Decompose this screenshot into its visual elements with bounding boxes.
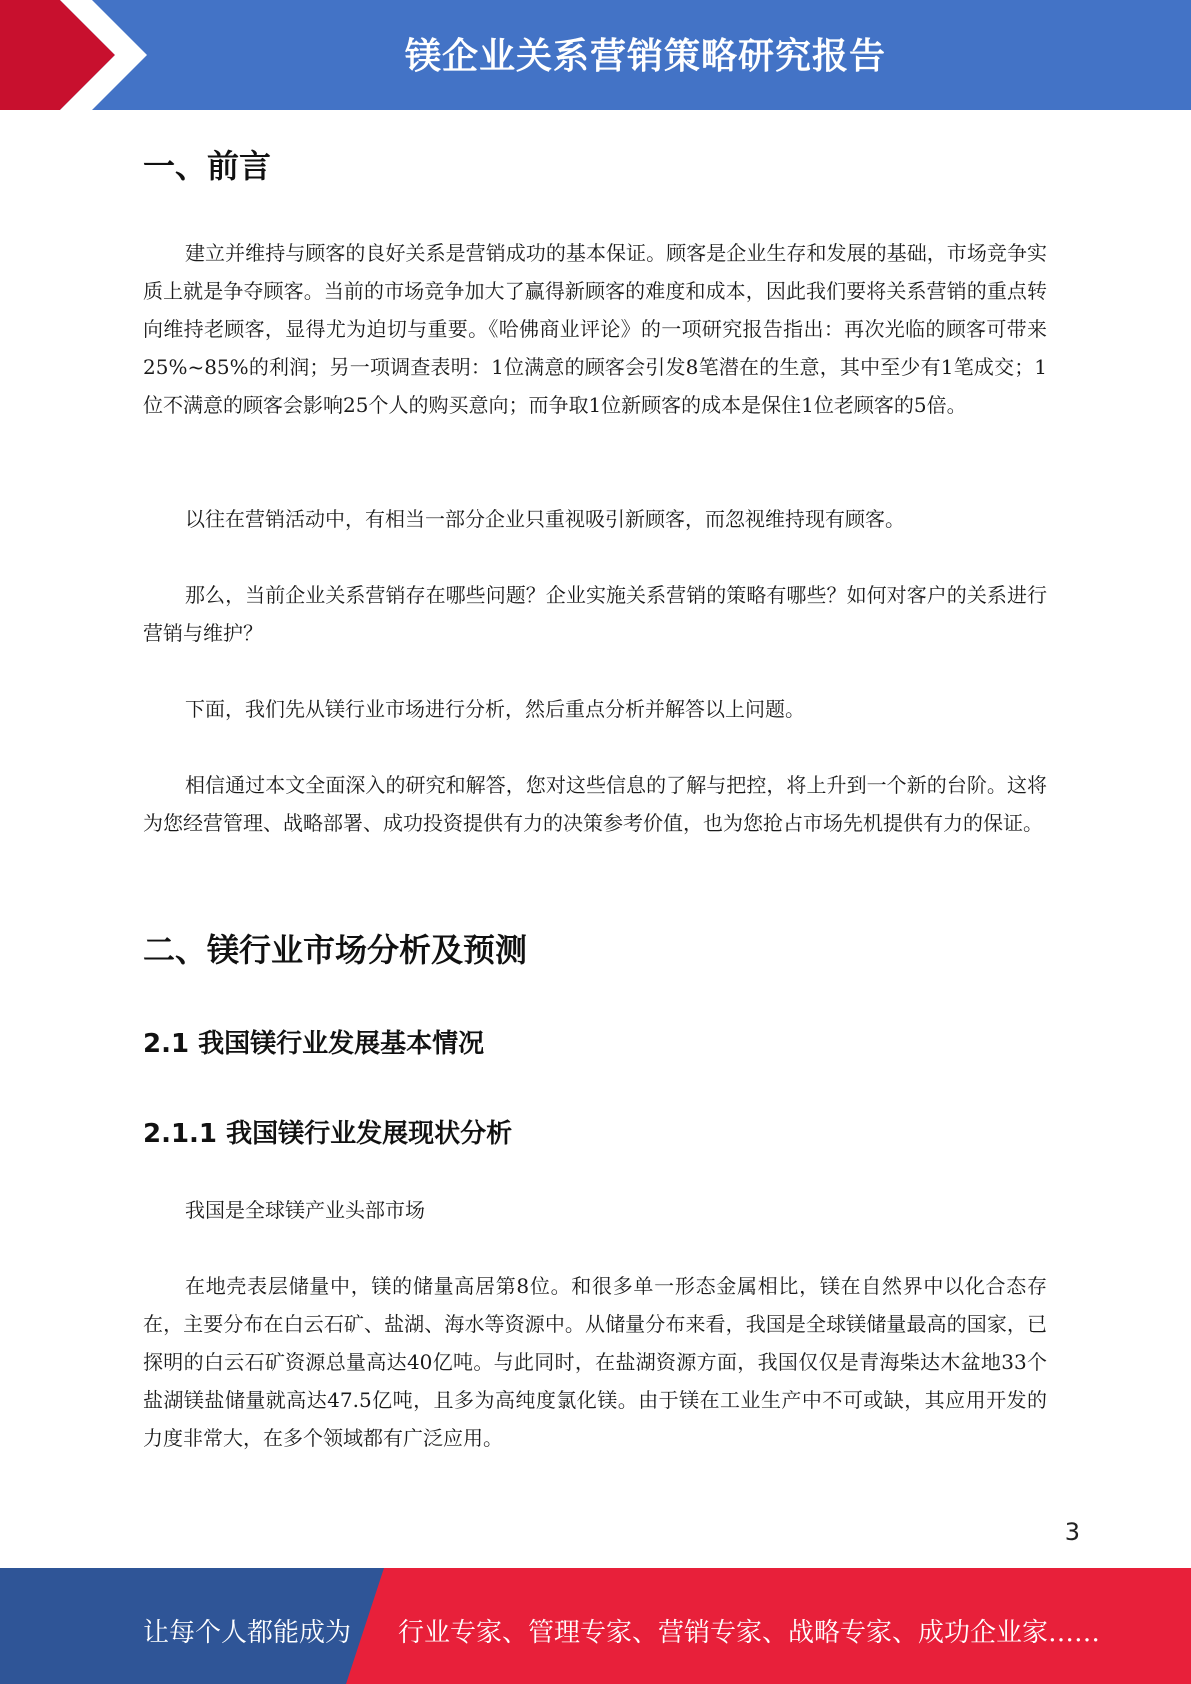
section-heading-preface: 一、前言 bbox=[143, 147, 272, 185]
footer-slogan-left: 让每个人都能成为 bbox=[143, 1618, 352, 1648]
footer-slogan-right: 行业专家、管理专家、营销专家、战略专家、成功企业家…… bbox=[398, 1618, 1101, 1648]
preface-paragraph: 那么，当前企业关系营销存在哪些问题？企业实施关系营销的策略有哪些？如何对客户的关系进行营销与维护？ bbox=[143, 583, 1047, 645]
preface-paragraph: 相信通过本文全面深入的研究和解答，您对这些信息的了解与把控，将上升到一个新的台阶。这将为您经营管理、战略部署、成功投资提供有力的决策参考价值，也为您抢占市场先机提供有力的保证。 bbox=[143, 773, 1047, 835]
page-number: 3 bbox=[1064, 1518, 1080, 1546]
report-title: 镁企业关系营销策略研究报告 bbox=[404, 36, 886, 77]
section-heading-market: 二、镁行业市场分析及预测 bbox=[143, 931, 528, 969]
preface-paragraph: 下面，我们先从镁行业市场进行分析，然后重点分析并解答以上问题。 bbox=[185, 697, 805, 721]
market-paragraph: 在地壳表层储量中，镁的储量高居第8位。和很多单一形态金属相比，镁在自然界中以化合态存在，主要分布在白云石矿、盐湖、海水等资源中。从储量分布来看，我国是全球镁储量最高的国家，已探明的白云石矿资源总量高达40亿吨。与此同时，在盐湖资源方面，我国仅仅是青海柴达木盆地33个盐湖镁盐储量就高达47.5亿吨，且多为高纯度氯化镁。由于镁在工业生产中不可或缺，其应用开发的力度非常大，在多个领域都有广泛应用。 bbox=[143, 1274, 1047, 1450]
subsection-heading: 2.1 我国镁行业发展基本情况 bbox=[143, 1029, 485, 1059]
market-paragraph: 我国是全球镁产业头部市场 bbox=[185, 1198, 425, 1222]
header-band bbox=[0, 0, 1191, 110]
preface-paragraph: 以往在营销活动中，有相当一部分企业只重视吸引新顾客，而忽视维持现有顾客。 bbox=[185, 507, 905, 531]
subsection-heading: 2.1.1 我国镁行业发展现状分析 bbox=[143, 1119, 513, 1149]
preface-paragraph: 建立并维持与顾客的良好关系是营销成功的基本保证。顾客是企业生存和发展的基础，市场竞争实质上就是争夺顾客。当前的市场竞争加大了赢得新顾客的难度和成本，因此我们要将关系营销的重点转向维持老顾客，显得尤为迫切与重要。《哈佛商业评论》的一项研究报告指出：再次光临的顾客可带来25%~85%的利润；另一项调查表明：1位满意的顾客会引发8笔潜在的生意，其中至少有1笔成交；1位不满意的顾客会影响25个人的购买意向；而争取1位新顾客的成本是保住1位老顾客的5倍。 bbox=[143, 241, 1047, 417]
footer-band bbox=[0, 1568, 1191, 1684]
